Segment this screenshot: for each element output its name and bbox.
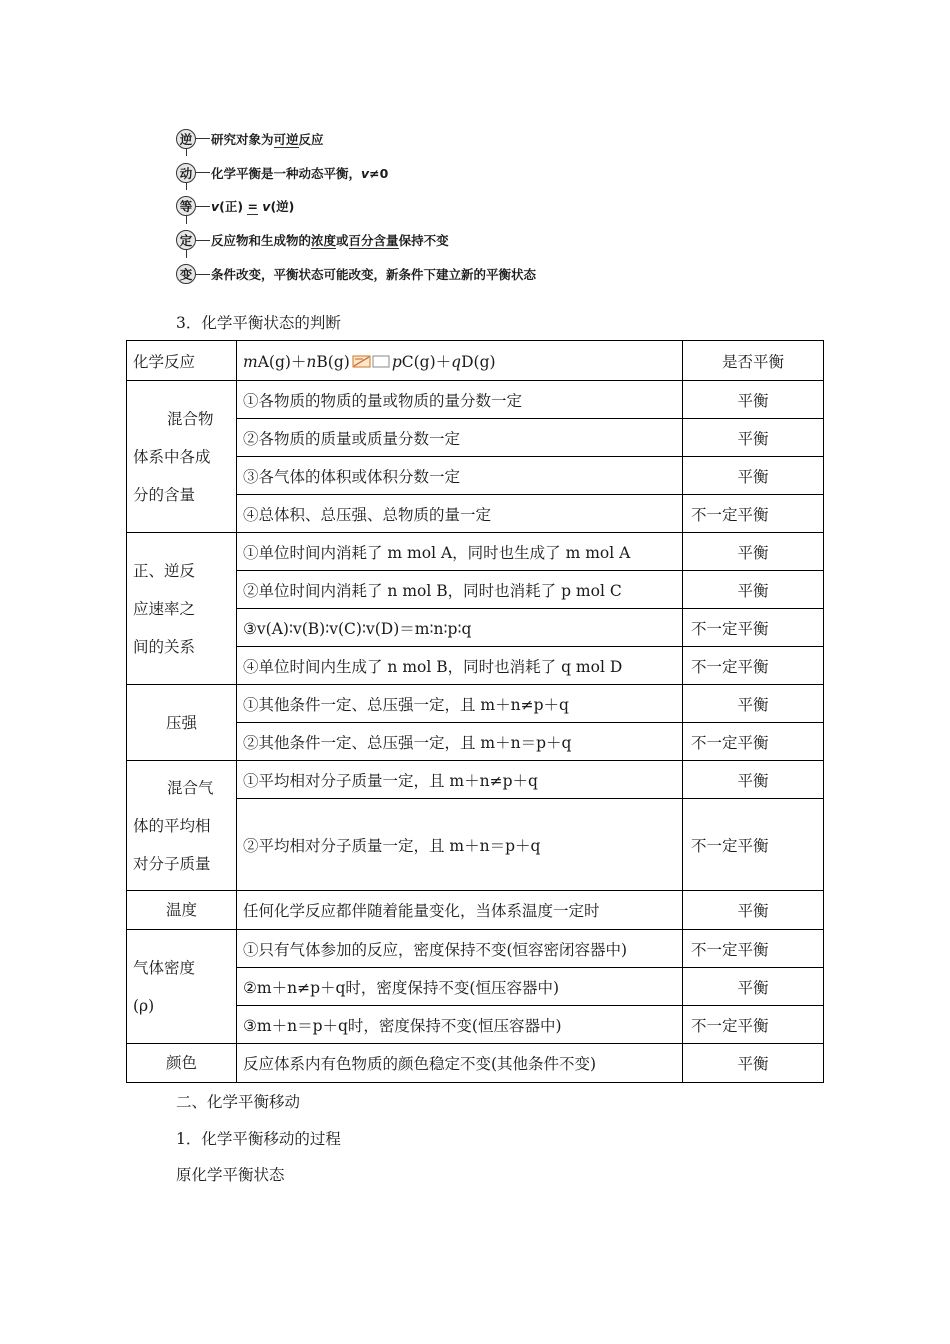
condition-cell: ②m＋n≠p＋q时，密度保持不变(恒压容器中) [237,968,683,1006]
condition-cell: ②各物质的质量或质量分数一定 [237,419,683,457]
feature-deng [176,190,596,224]
table-row [127,685,824,723]
feature-char: 变 [176,264,196,284]
condition-cell: ①其他条件一定、总压强一定，且 m＋n≠p＋q [237,685,683,723]
feature-char: 等 [176,196,196,216]
condition-cell: ②其他条件一定、总压强一定，且 m＋n＝p＋q [237,723,683,761]
result-cell: 不一定平衡 [683,930,824,968]
table-row [127,761,824,799]
sub-heading: 1．化学平衡移动的过程 [176,1130,341,1148]
result-cell: 平衡 [683,685,824,723]
result-cell: 平衡 [683,419,824,457]
feature-char: 动 [176,163,196,183]
condition-cell: ③各气体的体积或体积分数一定 [237,457,683,495]
result-cell: 不一定平衡 [683,723,824,761]
result-cell: 不一定平衡 [683,1006,824,1044]
feature-char: 定 [176,230,196,250]
result-cell: 平衡 [683,533,824,571]
condition-cell: 反应体系内有色物质的颜色稳定不变(其他条件不变) [237,1044,683,1083]
condition-cell: ①单位时间内消耗了 m mol A，同时也生成了 m mol A [237,533,683,571]
table-row [127,533,824,571]
result-cell: 平衡 [683,457,824,495]
category-cell: 温度 [127,891,237,930]
category-cell: 混合气 体的平均相 对分子质量 [127,761,237,891]
result-cell: 不一定平衡 [683,495,824,533]
condition-cell: ②单位时间内消耗了 n mol B，同时也消耗了 p mol C [237,571,683,609]
category-cell: 颜色 [127,1044,237,1083]
result-cell: 平衡 [683,571,824,609]
feature-text: 反应物和生成物的浓度或百分含量保持不变 [211,233,449,249]
category-cell: 混合物 体系中各成 分的含量 [127,381,237,533]
equilibrium-judgement-table [126,340,824,1083]
feature-text: 化学平衡是一种动态平衡，v≠0 [211,165,389,181]
header-cell: 化学反应 [127,341,237,381]
result-cell: 平衡 [683,1044,824,1083]
feature-text: v(正) = v(逆) [211,199,295,215]
condition-cell: ③v(A)∶v(B)∶v(C)∶v(D)＝m∶n∶p∶q [237,609,683,647]
table-header-row [127,341,824,381]
result-cell: 平衡 [683,891,824,930]
table-row [127,381,824,419]
section-heading: 二、化学平衡移动 [176,1093,301,1111]
reversible-arrow-icon [352,355,390,368]
equilibrium-features-diagram [176,122,596,291]
result-cell: 平衡 [683,381,824,419]
feature-text: 研究对象为可逆反应 [211,131,324,147]
feature-text: 条件改变，平衡状态可能改变，新条件下建立新的平衡状态 [211,267,537,283]
feature-ding [176,223,596,257]
result-cell: 不一定平衡 [683,799,824,891]
condition-cell: ③m＋n＝p＋q时，密度保持不变(恒压容器中) [237,1006,683,1044]
condition-cell: 任何化学反应都伴随着能量变化，当体系温度一定时 [237,891,683,930]
condition-cell: ②平均相对分子质量一定，且 m＋n＝p＋q [237,799,683,891]
feature-ni [176,122,596,156]
result-cell: 不一定平衡 [683,609,824,647]
condition-cell: ①各物质的物质的量或物质的量分数一定 [237,381,683,419]
condition-cell: ④单位时间内生成了 n mol B，同时也消耗了 q mol D [237,647,683,685]
table-row [127,930,824,968]
section-heading: 3．化学平衡状态的判断 [176,314,341,332]
header-cell: 是否平衡 [683,341,824,381]
condition-cell: ④总体积、总压强、总物质的量一定 [237,495,683,533]
category-cell: 正、逆反 应速率之 间的关系 [127,533,237,685]
result-cell: 平衡 [683,968,824,1006]
paragraph: 原化学平衡状态 [176,1166,285,1184]
result-cell: 不一定平衡 [683,647,824,685]
result-cell: 平衡 [683,761,824,799]
category-cell: 压强 [127,685,237,761]
category-cell: 气体密度 (ρ) [127,930,237,1044]
condition-cell: ①平均相对分子质量一定，且 m＋n≠p＋q [237,761,683,799]
condition-cell: ①只有气体参加的反应，密度保持不变(恒容密闭容器中) [237,930,683,968]
reaction-equation: mA(g)＋nB(g) pC(g)＋qD(g) [237,341,683,381]
table-row [127,891,824,930]
feature-char: 逆 [176,129,196,149]
feature-dong [176,156,596,190]
table-row [127,1044,824,1083]
feature-bian [176,257,596,291]
